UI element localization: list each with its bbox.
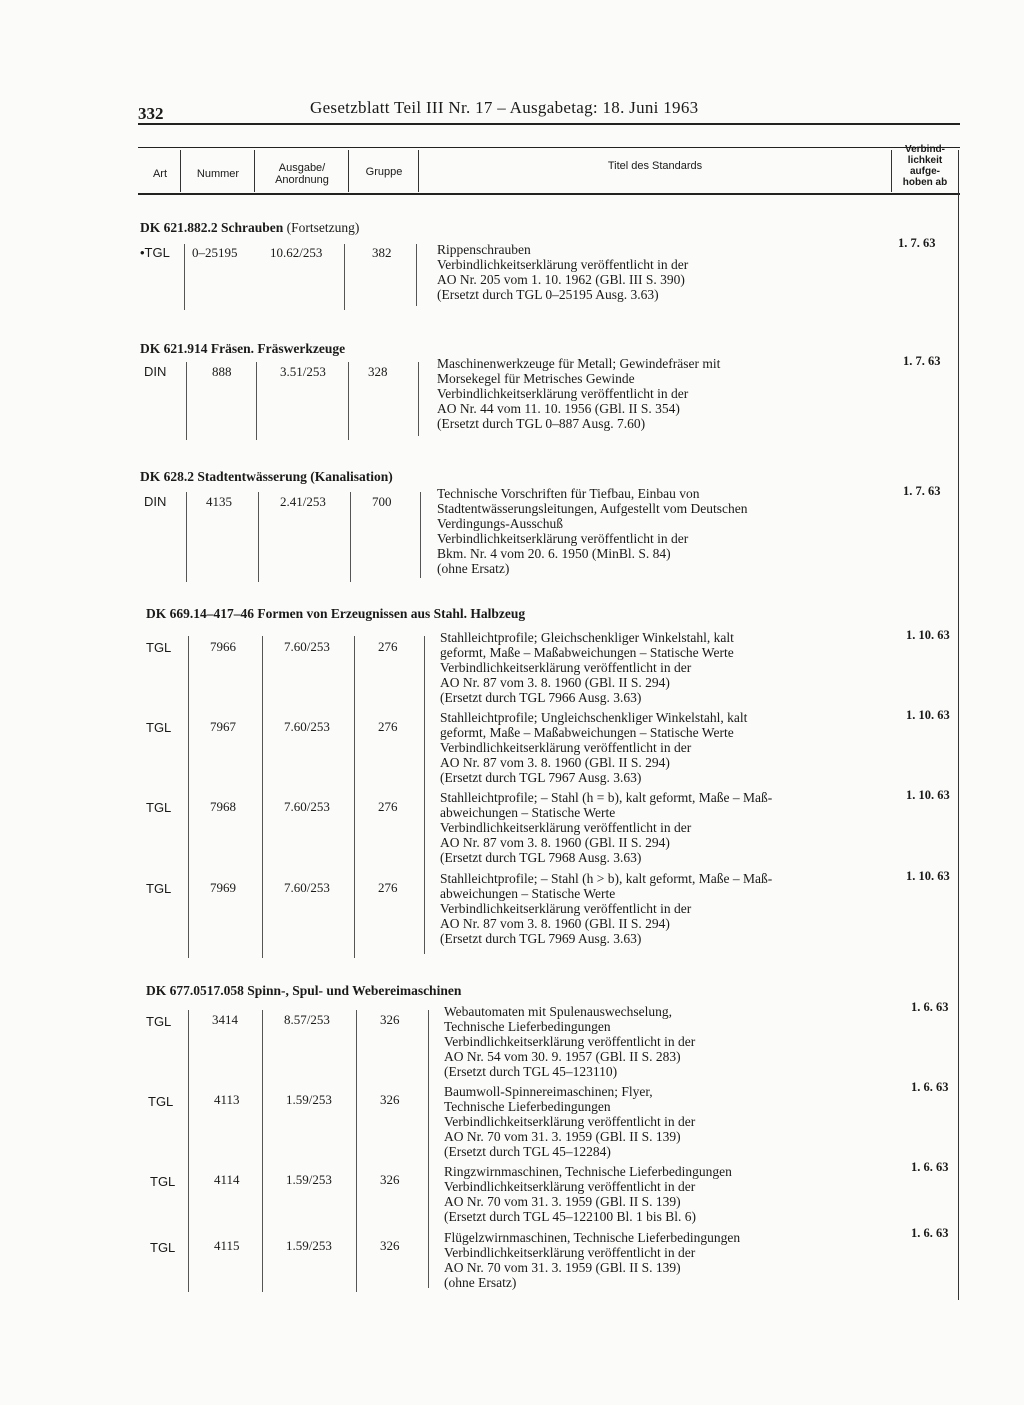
- row-nummer: 0–25195: [192, 245, 238, 260]
- row-title: Maschinenwerkzeuge für Metall; Gewindefräser mit Morsekegel für Metrisches Gewinde Verbindlichkeitserklärung veröffentlicht in der AO Nr. 44 vom 11. 10. 1956 (GBl. II S. 354) (Ersetzt durch TGL 0–887 Ausg. 7.60): [437, 356, 721, 431]
- column-rule: [344, 244, 345, 310]
- row-nummer: 888: [212, 364, 232, 379]
- section-title: DK 621.914 Fräsen. Fräswerkzeuge: [140, 341, 346, 356]
- column-rule: [416, 244, 417, 306]
- row-gruppe: 276: [378, 799, 398, 814]
- row-aufgehoben-date: 1. 10. 63: [906, 869, 950, 883]
- column-rule: [420, 492, 421, 578]
- header-col-divider: [254, 150, 255, 192]
- row-gruppe: 700: [372, 494, 392, 509]
- row-gruppe: 328: [368, 364, 388, 379]
- column-rule: [356, 1010, 357, 1292]
- row-nummer: 7966: [210, 639, 236, 654]
- row-art: •TGL: [140, 245, 170, 260]
- row-ausgabe: 1.59/253: [286, 1172, 332, 1187]
- column-rule: [186, 492, 187, 582]
- row-title: Flügelzwirnmaschinen, Technische Lieferbedingungen Verbindlichkeitserklärung veröffentlicht in der AO Nr. 70 vom 31. 3. 1959 (GBl. II S. 139) (ohne Ersatz): [444, 1230, 741, 1290]
- row-aufgehoben-date: 1. 6. 63: [911, 1226, 949, 1240]
- row-nummer: 4115: [214, 1238, 240, 1253]
- column-header-nummer: Nummer: [196, 168, 240, 180]
- row-title: Stahlleichtprofile; Ungleichschenkliger Winkelstahl, kalt geformt, Maße – Maßabweichungen – Statische Werte Verbindlichkeitserklärung veröffentlicht in der AO Nr. 87 vom 3. 8. 1960 (GBl. II S. 294) (Ersetzt durch TGL 7967 Ausg. 3.63): [440, 710, 748, 785]
- row-art: DIN: [144, 364, 167, 379]
- section-title: DK 628.2 Stadtentwässerung (Kanalisation): [140, 469, 393, 484]
- row-nummer: 4113: [214, 1092, 240, 1107]
- row-title: Rippenschrauben Verbindlichkeitserklärung veröffentlicht in der AO Nr. 205 vom 1. 10. 1962 (GBl. III S. 390) (Ersetzt durch TGL 0–25195 Ausg. 3.63): [437, 242, 689, 302]
- table-header-top-rule: [138, 147, 960, 148]
- row-title: Stahlleichtprofile; Gleichschenkliger Winkelstahl, kalt geformt, Maße – Maßabweichungen – Statische Werte Verbindlichkeitserklärung veröffentlicht in der AO Nr. 87 vom 3. 8. 1960 (GBl. II S. 294) (Ersetzt durch TGL 7966 Ausg. 3.63): [440, 630, 734, 705]
- row-ausgabe: 8.57/253: [284, 1012, 330, 1027]
- column-rule: [428, 1010, 429, 1288]
- column-rule: [186, 362, 187, 440]
- column-header-ausgabe: Ausgabe/ Anordnung: [275, 162, 329, 186]
- row-gruppe: 276: [378, 639, 398, 654]
- row-art: TGL: [146, 640, 172, 655]
- header-col-divider: [180, 150, 181, 192]
- row-ausgabe: 1.59/253: [286, 1238, 332, 1253]
- row-art: TGL: [146, 720, 172, 735]
- column-header-art: Art: [152, 168, 168, 180]
- column-rule: [188, 1010, 189, 1292]
- page-number: 332: [138, 104, 164, 123]
- row-gruppe: 326: [380, 1092, 400, 1107]
- column-rule: [354, 636, 355, 958]
- header-rule: [138, 123, 960, 125]
- row-ausgabe: 7.60/253: [284, 880, 330, 895]
- row-nummer: 4114: [214, 1172, 240, 1187]
- row-aufgehoben-date: 1. 10. 63: [906, 788, 950, 802]
- column-rule: [418, 362, 419, 436]
- row-title: Baumwoll-Spinnereimaschinen; Flyer, Technische Lieferbedingungen Verbindlichkeitserklärung veröffentlicht in der AO Nr. 70 vom 31. 3. 1959 (GBl. II S. 139) (Ersetzt durch TGL 45–12284): [444, 1084, 696, 1159]
- section-title: DK 677.0517.058 Spinn-, Spul- und Webereimaschinen: [146, 983, 462, 998]
- header-col-divider: [348, 150, 349, 192]
- row-aufgehoben-date: 1. 7. 63: [903, 484, 941, 498]
- column-rule: [262, 636, 263, 958]
- table-header-bottom-rule: [138, 193, 960, 195]
- row-aufgehoben-date: 1. 7. 63: [898, 236, 936, 250]
- column-header-titel: Titel des Standards: [607, 160, 703, 172]
- row-gruppe: 326: [380, 1238, 400, 1253]
- column-rule: [262, 1010, 263, 1292]
- row-aufgehoben-date: 1. 6. 63: [911, 1000, 949, 1014]
- row-nummer: 7968: [210, 799, 236, 814]
- row-nummer: 7967: [210, 719, 236, 734]
- column-rule: [348, 362, 349, 440]
- header-col-divider: [418, 150, 419, 192]
- column-rule: [258, 492, 259, 582]
- column-rule: [184, 244, 185, 310]
- row-art: TGL: [146, 800, 172, 815]
- column-rule: [350, 492, 351, 582]
- section-title: DK 621.882.2 Schrauben (Fortsetzung): [140, 220, 360, 235]
- column-rule: [424, 636, 425, 954]
- row-ausgabe: 7.60/253: [284, 639, 330, 654]
- row-ausgabe: 10.62/253: [270, 245, 323, 260]
- row-gruppe: 276: [378, 719, 398, 734]
- row-aufgehoben-date: 1. 6. 63: [911, 1080, 949, 1094]
- row-title: Ringzwirnmaschinen, Technische Lieferbedingungen Verbindlichkeitserklärung veröffentlicht in der AO Nr. 70 vom 31. 3. 1959 (GBl. II S. 139) (Ersetzt durch TGL 45–122100 Bl. 1 bis Bl. 6): [444, 1164, 732, 1224]
- row-aufgehoben-date: 1. 7. 63: [903, 354, 941, 368]
- row-gruppe: 276: [378, 880, 398, 895]
- row-title: Technische Vorschriften für Tiefbau, Einbau von Stadtentwässerungsleitungen, Aufgestellt vom Deutschen Verdingungs-Ausschuß Verbindlichkeitserklärung veröffentlicht in der Bkm. Nr. 4 vom 20. 6. 1950 (MinBl. S. 84) (ohne Ersatz): [437, 486, 748, 576]
- row-title: Stahlleichtprofile; – Stahl (h = b), kalt geformt, Maße – Maß- abweichungen – Statische Werte Verbindlichkeitserklärung veröffentlicht in der AO Nr. 87 vom 3. 8. 1960 (GBl. II S. 294) (Ersetzt durch TGL 7968 Ausg. 3.63): [440, 790, 773, 865]
- column-rule: [256, 362, 257, 440]
- row-ausgabe: 3.51/253: [280, 364, 326, 379]
- row-art: DIN: [144, 494, 167, 509]
- row-aufgehoben-date: 1. 10. 63: [906, 628, 950, 642]
- row-ausgabe: 2.41/253: [280, 494, 326, 509]
- row-gruppe: 326: [380, 1172, 400, 1187]
- row-title: Stahlleichtprofile; – Stahl (h > b), kalt geformt, Maße – Maß- abweichungen – Statische Werte Verbindlichkeitserklärung veröffentlicht in der AO Nr. 87 vom 3. 8. 1960 (GBl. II S. 294) (Ersetzt durch TGL 7969 Ausg. 3.63): [440, 871, 773, 946]
- row-art: TGL: [148, 1094, 174, 1109]
- header-col-divider: [891, 150, 892, 192]
- page-header-title: Gesetzblatt Teil III Nr. 17 – Ausgabetag: 18. Juni 1963: [310, 98, 699, 117]
- row-art: TGL: [150, 1174, 176, 1189]
- row-title: Webautomaten mit Spulenauswechselung, Technische Lieferbedingungen Verbindlichkeitserklärung veröffentlicht in der AO Nr. 54 vom 30. 9. 1957 (GBl. II S. 283) (Ersetzt durch TGL 45–123110): [444, 1004, 696, 1079]
- row-gruppe: 382: [372, 245, 392, 260]
- row-nummer: 3414: [212, 1012, 238, 1027]
- row-art: TGL: [146, 1014, 172, 1029]
- row-aufgehoben-date: 1. 10. 63: [906, 708, 950, 722]
- column-rule: [188, 636, 189, 958]
- row-art: TGL: [146, 881, 172, 896]
- column-header-aufgehoben: Verbind- lichkeit aufge- hoben ab: [902, 144, 948, 188]
- row-ausgabe: 7.60/253: [284, 799, 330, 814]
- row-art: TGL: [150, 1240, 176, 1255]
- row-gruppe: 326: [380, 1012, 400, 1027]
- row-nummer: 4135: [206, 494, 232, 509]
- row-ausgabe: 7.60/253: [284, 719, 330, 734]
- row-nummer: 7969: [210, 880, 236, 895]
- section-title: DK 669.14–417–46 Formen von Erzeugnissen aus Stahl. Halbzeug: [146, 606, 526, 621]
- row-aufgehoben-date: 1. 6. 63: [911, 1160, 949, 1174]
- column-header-gruppe: Gruppe: [365, 166, 403, 178]
- row-ausgabe: 1.59/253: [286, 1092, 332, 1107]
- aufgehoben-column-rule: [958, 150, 959, 1300]
